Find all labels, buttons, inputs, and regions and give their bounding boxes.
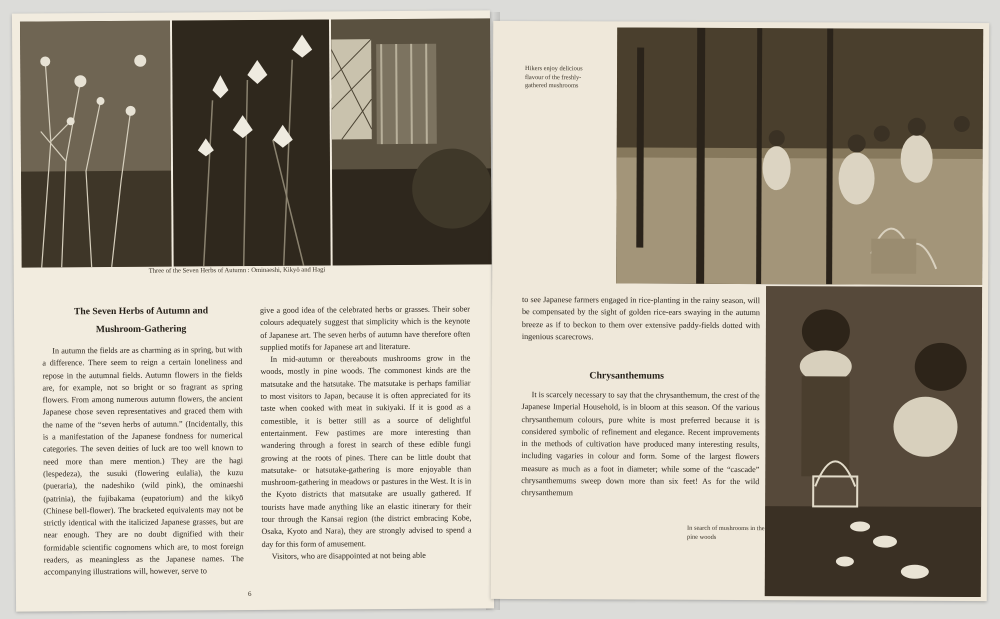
photo-caption-hikers: Hikers enjoy delicious flavour of the freshly-gathered mushrooms bbox=[524, 65, 583, 90]
chrysanthemums-column bbox=[521, 389, 759, 501]
paragraph-rice-fields: to see Japanese farmers engaged in rice-planting in the rainy season, will be compensated by the sight of golden rice-ears swaying in the autumn breeze as if to beckon to them over extensive paddy-fields dotted with ingenious scarecrows. bbox=[521, 295, 761, 342]
article-column-2 bbox=[260, 303, 472, 563]
photo-hikers-eating bbox=[616, 27, 983, 285]
left-page bbox=[12, 10, 494, 611]
photo-children-mushrooms bbox=[765, 286, 982, 597]
right-page bbox=[491, 21, 990, 601]
paragraph-visitors: Visitors, who are disappointed at not being able bbox=[271, 550, 426, 561]
continued-text bbox=[522, 294, 760, 344]
chrysanthemums-heading: Chrysanthemums bbox=[589, 370, 665, 382]
article-column-1 bbox=[42, 344, 244, 579]
photo-ominaeshi bbox=[20, 21, 172, 268]
paragraph-seven-herbs: In autumn the fields are as charming as in spring, but with a difference. There seem to reign a certain loneliness and repose in the autumnal fields. Autumn flowers in the fields are, for example, not so bright or so fragrant as spring flowers. From among numerous autumn flowers, the ancient Japanese chose seven representatives and graced them with the name of the “seven herbs of autumn.” (Incidentally, this is a manifestation of the Japanese fondness for numerical categories. The seven deities of luck are too well known to need more than mere mention.) They are the hagi (lespedeza), the susuki (flowering eulalia), the kuzu (pueraria), the nadeshiko (wild pink), the ominaeshi (patrinia), the fujibakama (eupatorium) and the kikyō (Chinese bell-flower). The bracketed equivalents may not be strictly identical with the italicized Japanese grasses, but are near enough. They are no doubt dignified with their formidable scientific cognomens which are, to most foreign readers, as meaningless as the Japanese names. The accompanying illustrations will, however, serve to bbox=[42, 345, 244, 577]
photo-caption-pine-woods: In search of mushrooms in the pine woods bbox=[686, 524, 765, 541]
photo-kikyo bbox=[172, 19, 331, 266]
paragraph-mushrooms: In mid-autumn or thereabouts mushrooms grow in the woods, mostly in pine woods. The commonest kinds are the matsutake and the hatsutake. The matsutake is perhaps familiar to most visitors to Japan, because it is often appreciated for its taste when cooked with meat in sukiyaki. If it is good as a comestible, it is better still as a source of delightful entertainment. Few pastimes are more interesting than wandering through a forest in search of these edible fungi growing at the roots of pines. There can be little doubt that matsutake- or hatsutake-gathering is more enjoyable than mushroom-gathering in meadows or pastures in the West. It is in the Kyoto districts that matsutake are usually gathered. If tourists have made anything like an elastic itinerary for their tour through the Kansai region (the district embracing Kobe, Osaka, Kyoto and Nara), they are strongly advised to spend a day for this form of amusement. bbox=[260, 353, 472, 549]
photo-caption-herbs: Three of the Seven Herbs of Autumn : Ominaeshi, Kikyō and Hagi bbox=[148, 266, 326, 275]
paragraph-herbs-colour: give a good idea of the celebrated herbs or grasses. Their sober colours adequately suggest that simplicity which is the keynote of Japanese art. The seven herbs of autumn have therefore often supplied motifs for Japanese art and literature. bbox=[259, 304, 471, 352]
article-heading: The Seven Herbs of Autumn and Mushroom-Gathering bbox=[73, 305, 209, 336]
paragraph-chrysanthemums: It is scarcely necessary to say that the chrysanthemum, the crest of the Japanese Imperial Household, is in bloom at this season. Of the various chrysanthemum colours, pure white is most preferred because it is considered symbolic of refinement and elegance. Recent improvements in the methods of cultivation have produced many interesting results, including vagaries in colour and form. Some of the largest flowers measure as much as a foot in diameter; while some of the “cascade” chrysanthemums sweep down more than six feet! As for the wild chrysanthemum bbox=[521, 390, 760, 498]
photo-hagi bbox=[331, 18, 492, 265]
page-number: 6 bbox=[247, 590, 252, 599]
